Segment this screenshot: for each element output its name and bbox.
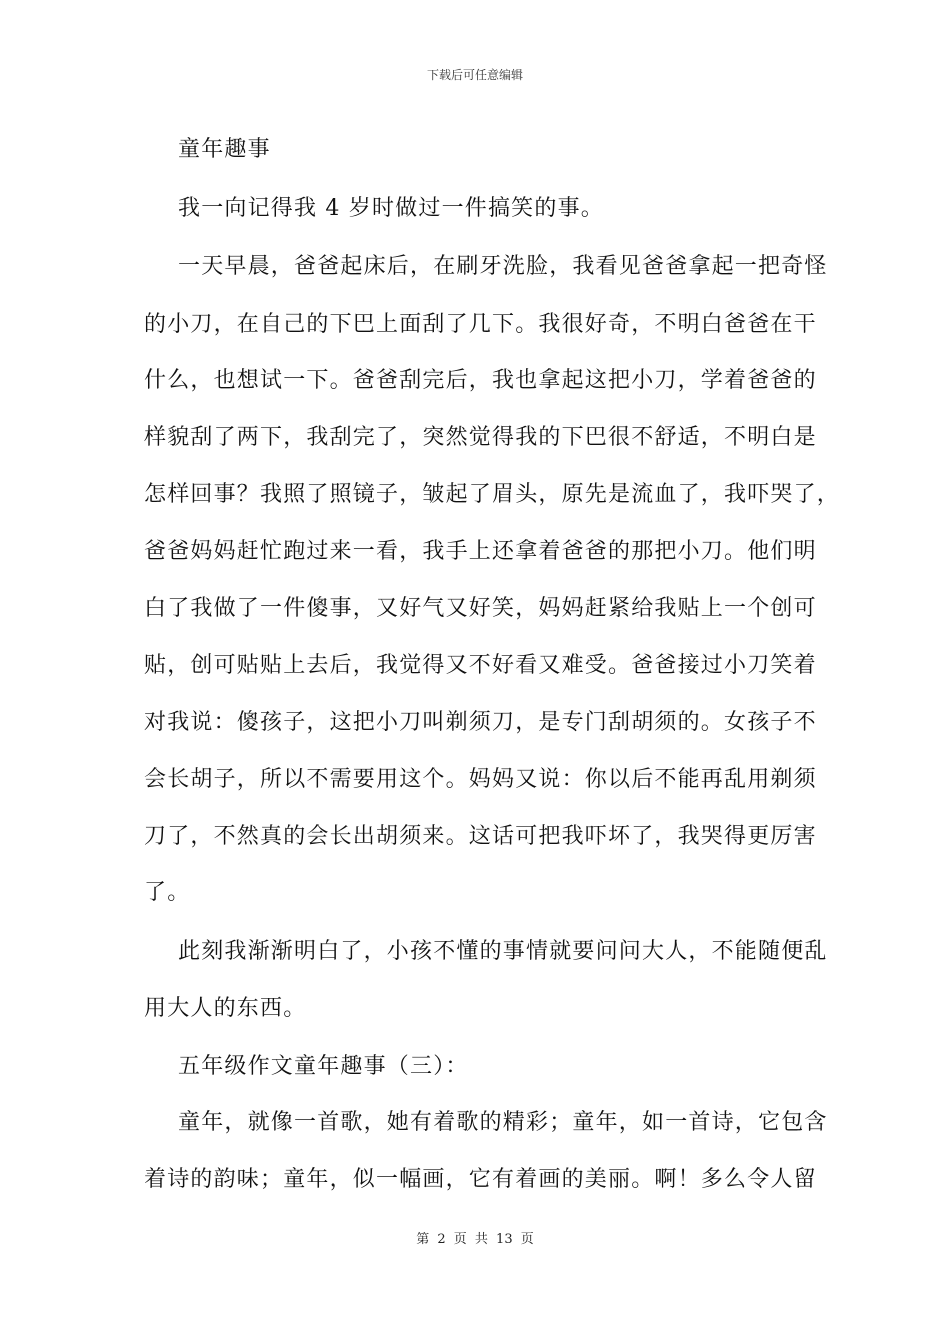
paragraph-line: 什么，也想试一下。爸爸刮完后，我也拿起这把小刀，学着爸爸的 — [144, 368, 817, 393]
paragraph-line: 的小刀，在自己的下巴上面刮了几下。我很好奇，不明白爸爸在干 — [144, 312, 817, 337]
paragraph-line: 白了我做了一件傻事，又好气又好笑，妈妈赶紧给我贴上一个创可 — [144, 596, 817, 621]
paragraph-line: 爸爸妈妈赶忙跑过来一看，我手上还拿着爸爸的那把小刀。他们明 — [144, 539, 817, 564]
document-title: 童年趣事 — [178, 137, 271, 162]
paragraph-line: 怎样回事？我照了照镜子，皱起了眉头，原先是流血了，我吓哭了， — [144, 482, 841, 507]
paragraph-line: 了。 — [144, 880, 191, 905]
page-header: 下载后可任意编辑 — [426, 68, 523, 82]
paragraph-line: 我一向记得我 4 岁时做过一件搞笑的事。 — [178, 196, 604, 221]
paragraph-line: 一天早晨，爸爸起床后，在刷牙洗脸，我看见爸爸拿起一把奇怪 — [178, 254, 828, 279]
paragraph-line: 用大人的东西。 — [144, 996, 307, 1021]
paragraph-line: 样貌刮了两下，我刮完了，突然觉得我的下巴很不舒适，不明白是 — [144, 425, 817, 450]
paragraph-line: 着诗的韵味；童年，似一幅画，它有着画的美丽。啊！多么令人留 — [144, 1167, 817, 1192]
paragraph-line: 童年，就像一首歌，她有着歌的精彩；童年，如一首诗，它包含 — [178, 1110, 828, 1135]
paragraph-line: 刀了，不然真的会长出胡须来。这话可把我吓坏了，我哭得更厉害 — [144, 824, 817, 849]
page-footer: 第 2 页 共 13 页 — [416, 1232, 534, 1247]
paragraph-line: 会长胡子，所以不需要用这个。妈妈又说：你以后不能再乱用剃须 — [144, 767, 817, 792]
paragraph-line: 此刻我渐渐明白了，小孩不懂的事情就要问问大人，不能随便乱 — [178, 939, 828, 964]
paragraph-line: 贴，创可贴贴上去后，我觉得又不好看又难受。爸爸接过小刀笑着 — [144, 653, 817, 678]
paragraph-line: 对我说：傻孩子，这把小刀叫剃须刀，是专门刮胡须的。女孩子不 — [144, 710, 817, 735]
section-heading: 五年级作文童年趣事（三）： — [178, 1054, 469, 1079]
